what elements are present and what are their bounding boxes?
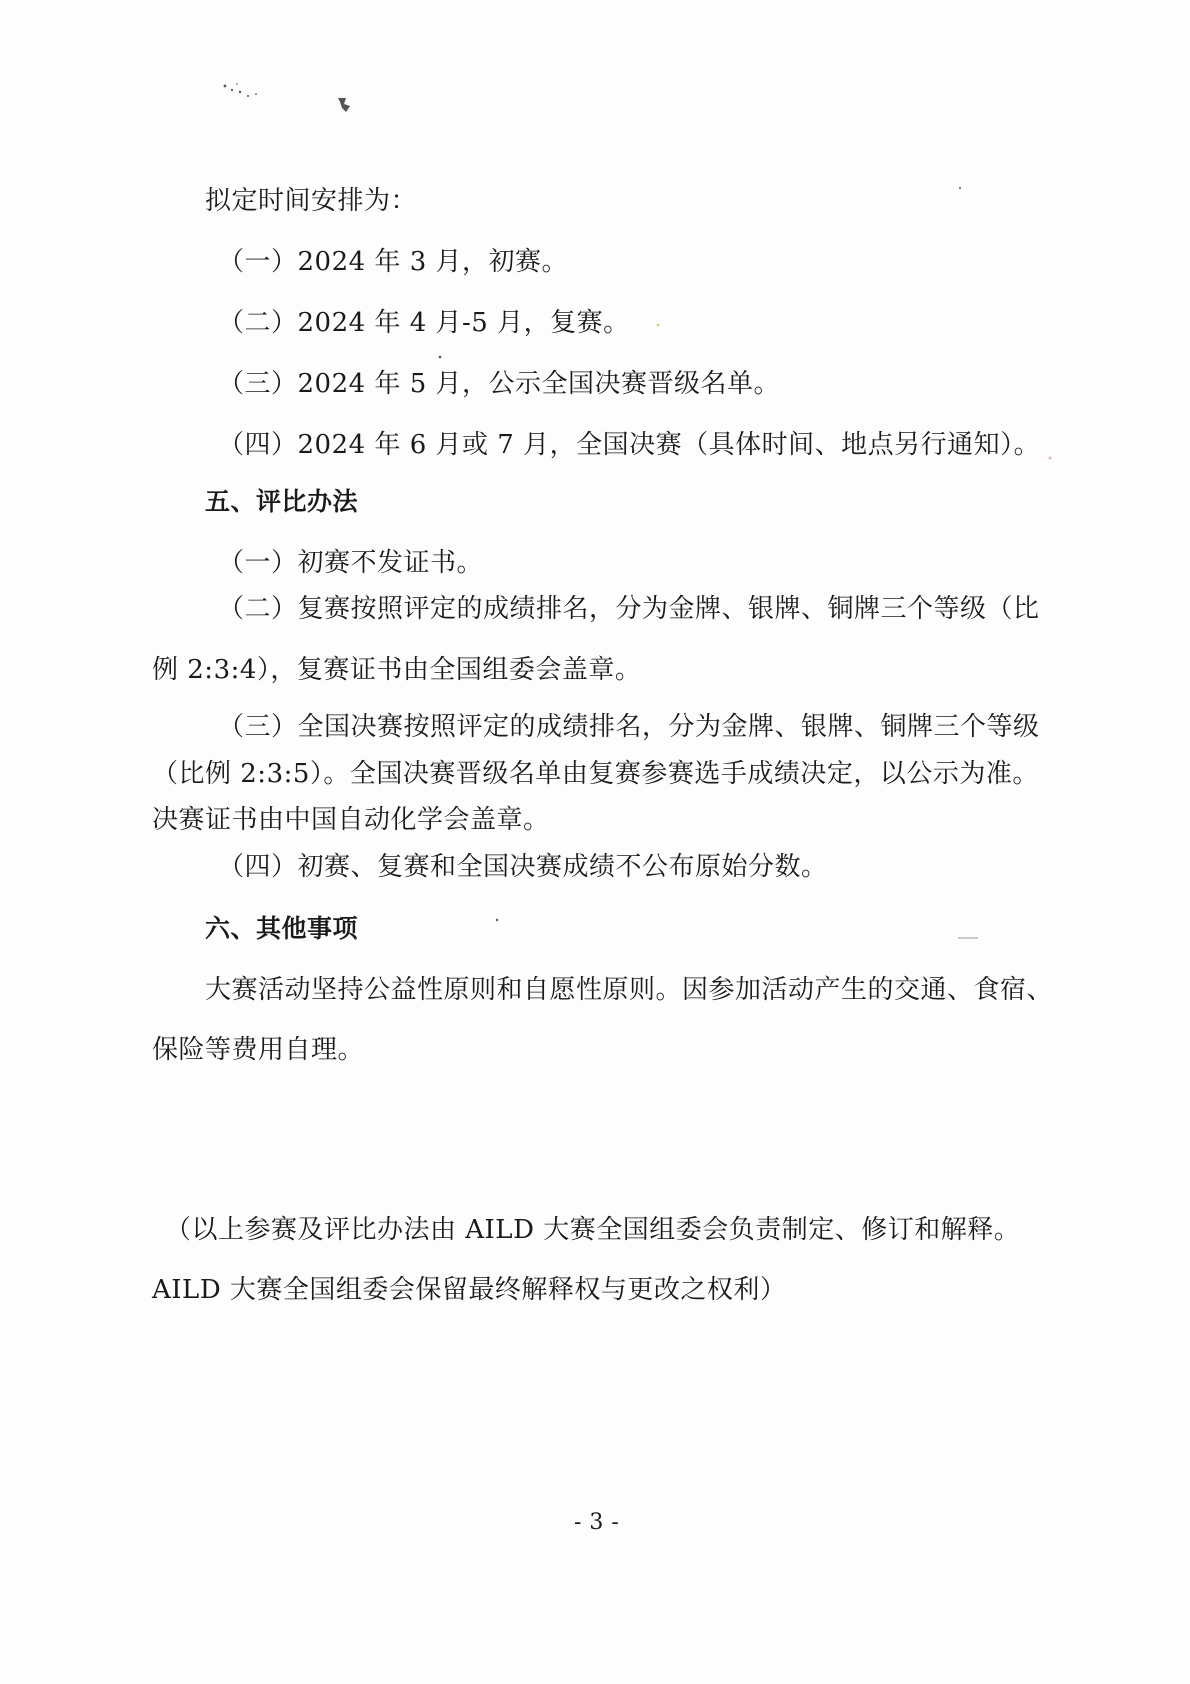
schedule-item-1: （一）2024 年 3 月，初赛。: [218, 247, 569, 277]
section-5-line-6: 决赛证书由中国自动化学会盖章。: [152, 805, 550, 835]
page-number: - 3 -: [574, 1510, 620, 1535]
section-5-line-3: 例 2:3:4），复赛证书由全国组委会盖章。: [152, 655, 642, 685]
section-5-line-4: （三）全国决赛按照评定的成绩排名，分为金牌、银牌、铜牌三个等级: [218, 712, 1040, 742]
section-6-line-2: 保险等费用自理。: [152, 1035, 365, 1065]
note-line-1: （以上参赛及评比办法由 AILD 大赛全国组委会负责制定、修订和解释。: [165, 1215, 1021, 1245]
section-5-line-7: （四）初赛、复赛和全国决赛成绩不公布原始分数。: [218, 852, 828, 882]
section-5-heading: 五、评比办法: [205, 487, 359, 516]
schedule-intro: 拟定时间安排为：: [205, 186, 418, 216]
section-6-heading: 六、其他事项: [205, 914, 359, 943]
section-5-line-1: （一）初赛不发证书。: [218, 548, 484, 578]
schedule-item-2: （二）2024 年 4 月-5 月，复赛。: [218, 308, 630, 338]
section-5-line-5: （比例 2:3:5）。全国决赛晋级名单由复赛参赛选手成绩决定，以公示为准。: [152, 759, 1039, 789]
section-5-line-2: （二）复赛按照评定的成绩排名，分为金牌、银牌、铜牌三个等级（比: [218, 594, 1040, 624]
note-line-2: AILD 大赛全国组委会保留最终解释权与更改之权利）: [152, 1275, 787, 1305]
schedule-item-4: （四）2024 年 6 月或 7 月，全国决赛（具体时间、地点另行通知）。: [218, 430, 1041, 460]
schedule-item-3: （三）2024 年 5 月，公示全国决赛晋级名单。: [218, 369, 781, 399]
section-6-line-1: 大赛活动坚持公益性原则和自愿性原则。因参加活动产生的交通、食宿、: [205, 975, 1054, 1005]
